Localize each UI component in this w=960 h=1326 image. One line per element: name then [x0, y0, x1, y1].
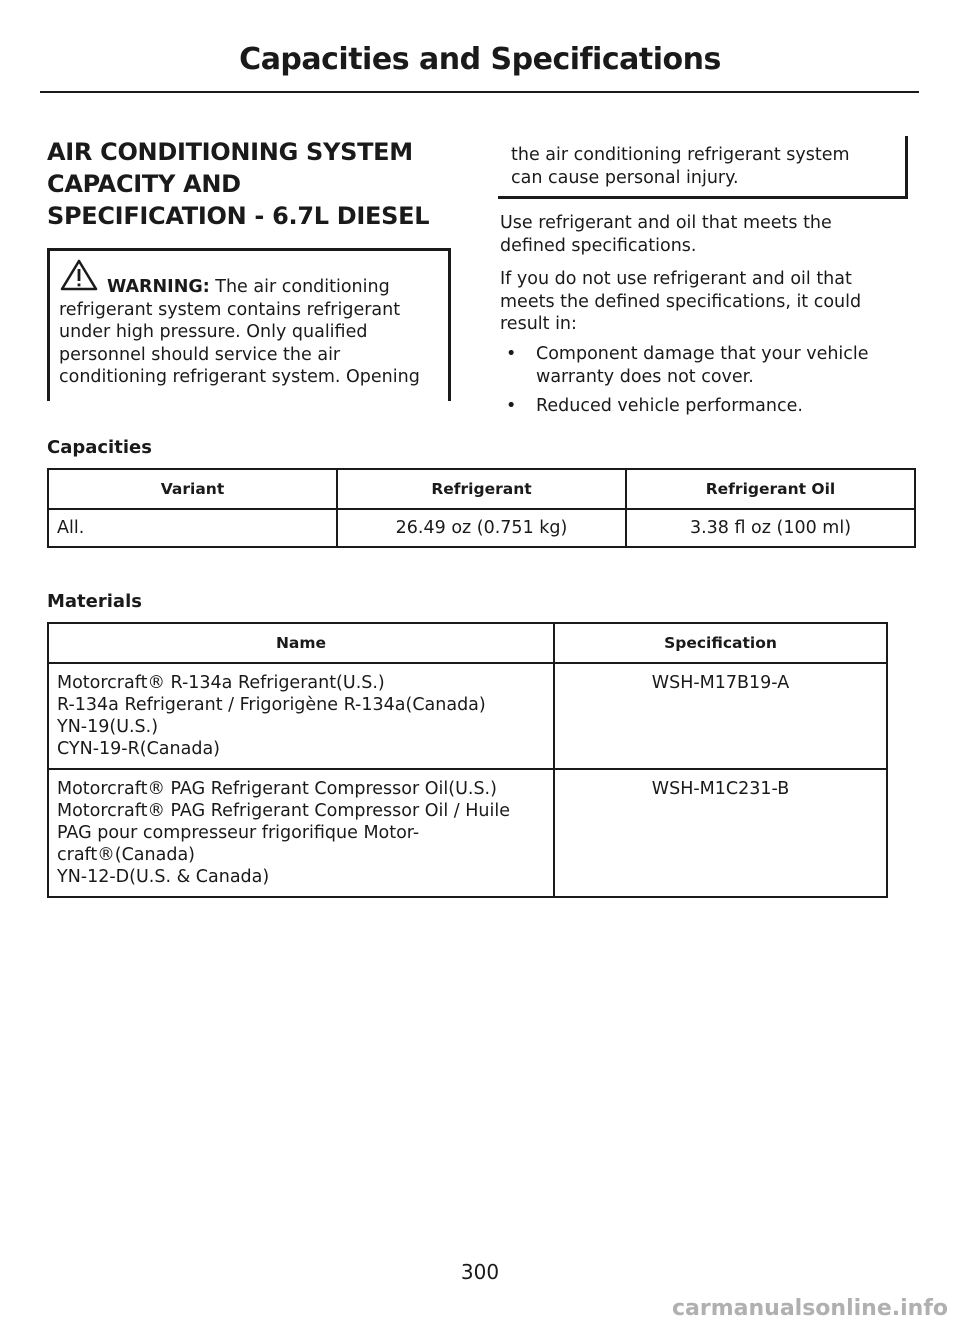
- warning-text: [59, 276, 451, 389]
- table-cell: 26.49 oz (0.751 kg): [337, 509, 626, 547]
- cell-line: Motorcraft® PAG Refrigerant Compressor Oil / Huile: [57, 801, 511, 821]
- table-header: Specification: [554, 623, 887, 663]
- table-header: Name: [48, 623, 554, 663]
- footer-watermark: carmanualsonline.info: [672, 1296, 948, 1321]
- section-title: [47, 136, 467, 232]
- capacities-title: Capacities: [47, 437, 152, 458]
- table-row: [48, 769, 887, 897]
- materials-table: [47, 622, 888, 898]
- cell-line: CYN-19-R(Canada): [57, 739, 220, 759]
- table-header: Variant: [48, 469, 337, 509]
- bullet-glyph: •: [506, 344, 517, 364]
- warning-line: refrigerant system contains refrigerant: [59, 299, 401, 320]
- warning-line: under high pressure. Only qualified: [59, 322, 368, 342]
- table-cell: [48, 769, 554, 897]
- materials-title: Materials: [47, 591, 142, 612]
- table-cell: All.: [48, 509, 337, 547]
- cell-line: craft®(Canada): [57, 845, 196, 865]
- cell-line: Motorcraft® R-134a Refrigerant(U.S.): [57, 673, 385, 693]
- table-row: [48, 509, 915, 547]
- table-row: [48, 663, 887, 769]
- warning-line: The air conditioning: [215, 277, 390, 297]
- table-cell: 3.38 fl oz (100 ml): [626, 509, 915, 547]
- cell-line: Motorcraft® PAG Refrigerant Compressor Oil(U.S.): [57, 779, 497, 799]
- warning-label: WARNING:: [107, 277, 210, 297]
- warning-line: can cause personal injury.: [511, 167, 739, 188]
- warning-line: the air conditioning refrigerant system: [511, 145, 850, 165]
- list-item-line: Reduced vehicle performance.: [536, 396, 803, 416]
- cell-line: YN-19(U.S.): [57, 717, 159, 737]
- paragraph-line: If you do not use refrigerant and oil that: [500, 269, 852, 289]
- section-title-line: CAPACITY AND: [47, 170, 241, 198]
- list-item-line: Component damage that your vehicle: [536, 344, 869, 364]
- capacities-table: [47, 468, 916, 548]
- paragraph-consequences: [500, 268, 915, 336]
- section-title-line: SPECIFICATION - 6.7L DIESEL: [47, 202, 430, 230]
- table-cell: WSH-M17B19-A: [554, 663, 887, 769]
- table-cell: WSH-M1C231-B: [554, 769, 887, 897]
- section-title-line: AIR CONDITIONING SYSTEM: [47, 138, 413, 166]
- list-item-line: warranty does not cover.: [536, 366, 754, 387]
- cell-line: R-134a Refrigerant / Frigorigène R-134a(Canada): [57, 695, 486, 715]
- paragraph-specs: [500, 212, 915, 257]
- warning-line: conditioning refrigerant system. Opening: [59, 367, 420, 387]
- page-number: 300: [460, 1260, 500, 1284]
- table-header-row: [48, 623, 887, 663]
- paragraph-line: defined specifications.: [500, 235, 697, 256]
- cell-line: YN-12-D(U.S. & Canada): [57, 867, 270, 887]
- paragraph-line: meets the defined specifications, it could: [500, 291, 862, 312]
- table-header-row: [48, 469, 915, 509]
- table-cell: [48, 663, 554, 769]
- header-divider: [40, 91, 919, 93]
- cell-line: PAG pour compresseur frigorifique Motor-: [57, 823, 420, 843]
- warning-line: personnel should service the air: [59, 344, 341, 365]
- warning-continued-text: [511, 144, 901, 189]
- table-header: Refrigerant Oil: [626, 469, 915, 509]
- paragraph-line: Use refrigerant and oil that meets the: [500, 213, 832, 233]
- paragraph-line: result in:: [500, 314, 577, 334]
- page-header-title: Capacities and Specifications: [239, 42, 721, 77]
- bullet-glyph: •: [506, 396, 517, 416]
- table-header: Refrigerant: [337, 469, 626, 509]
